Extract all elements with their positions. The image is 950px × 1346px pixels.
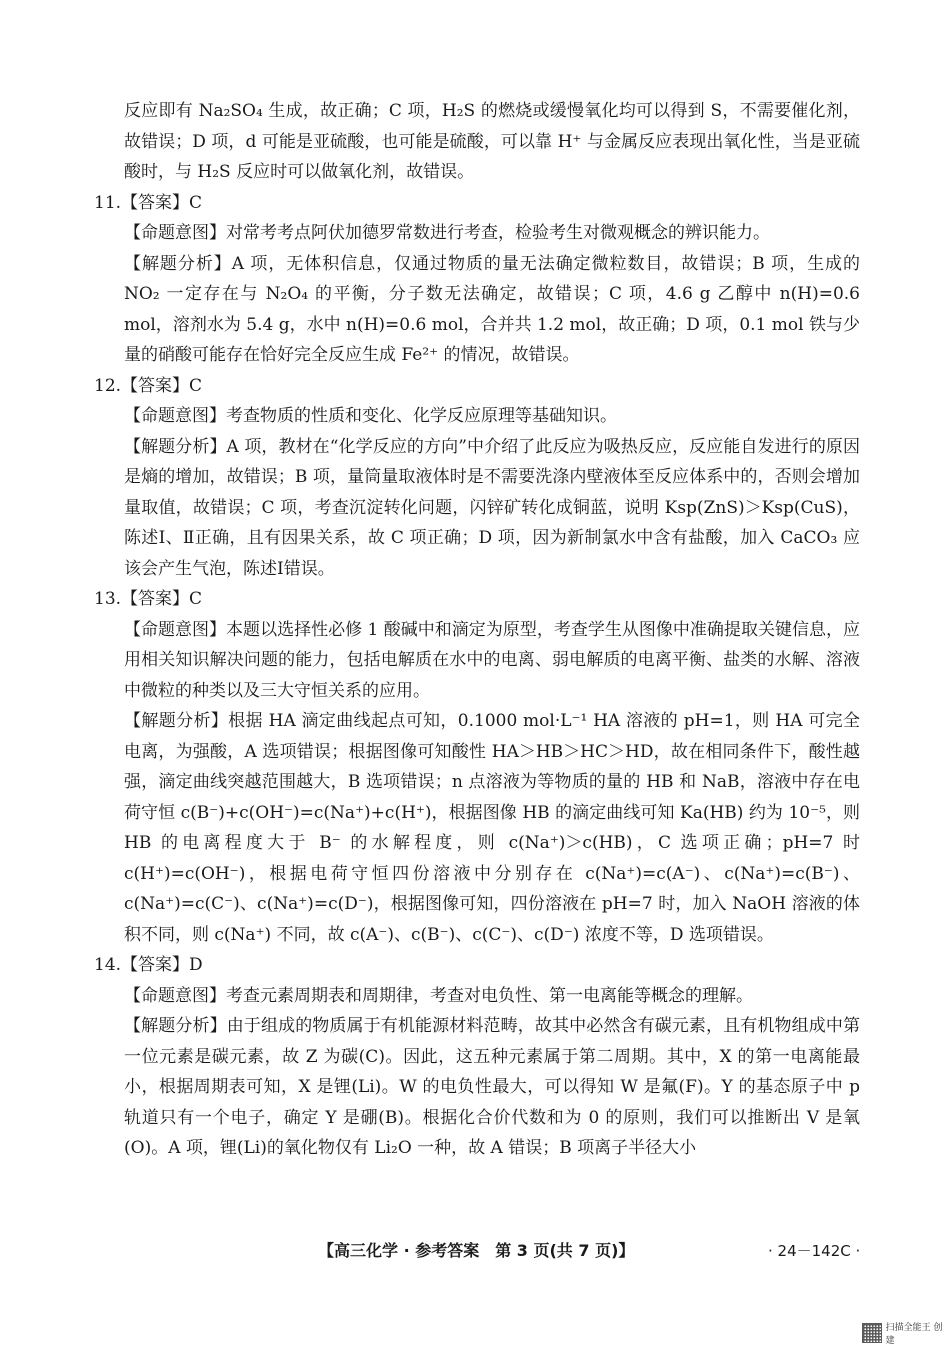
answer-line: 12.【答案】C bbox=[94, 375, 203, 396]
paragraph: 【命题意图】本题以选择性必修 1 酸碱中和滴定为原型，考查学生从图像中准确提取关键信息，应用相关知识解决问题的能力，包括电解质在水中的电离、弱电解质的电离平衡、盐类的水解、溶液中微粒的种类以及三大守恒关系的应用。 bbox=[124, 619, 860, 701]
answer-line: 14.【答案】D bbox=[94, 955, 203, 975]
paragraph: 【解题分析】A 项，无体积信息，仅通过物质的量无法确定微粒数目，故错误；B 项，生成的 NO₂ 一定存在与 N₂O₄ 的平衡，分子数无法确定，故错误；C 项，4.6 g 乙醇中 n(H)=0.6 mol，溶剂水为 5.4 g，水中 n(H)=0.6 mol，合并共 1.2 mol，故正确；D 项，0.1 mol 铁与少量的硝酸可能存在恰好完全反应生成 Fe²⁺ 的情况，故错误。 bbox=[124, 253, 860, 365]
answer-line: 13.【答案】C bbox=[94, 589, 203, 609]
paragraph: 反应即有 Na₂SO₄ 生成，故正确；C 项，H₂S 的燃烧或缓慢氧化均可以得到 S，不需要催化剂，故错误；D 项，d 可能是亚硫酸，也可能是硫酸，可以靠 H⁺ 与金属反应表现出氧化性，当是亚硫酸时，与 H₂S 反应时可以做氧化剂，故错误。 bbox=[124, 101, 860, 182]
paragraph: 【解题分析】由于组成的物质属于有机能源材料范畴，故其中必然含有碳元素，且有机物组成中第一位元素是碳元素，故 Z 为碳(C)。因此，这五种元素属于第二周期。其中，X 的第一电离能最小，根据周期表可知，X 是锂(Li)。W 的电负性最大，可以得知 W 是氟(F)。Y 的基态原子中 p 轨道只有一个电子，确定 Y 是硼(B)。根据化合价代数和为 0 的原则，我们可以推断出 V 是氧(O)。A 项，锂(Li)的氧化物仅有 Li₂O 一种，故 A 错误；B 项离子半径大小 bbox=[124, 1016, 860, 1158]
paragraph: 【命题意图】考查元素周期表和周期律，考查对电负性、第一电离能等概念的理解。 bbox=[124, 985, 753, 1006]
document-body bbox=[94, 96, 860, 1164]
footer-title: 【高三化学 · 参考答案 第 3 页(共 7 页)】 bbox=[318, 1241, 635, 1260]
footer-code: · 24－142C · bbox=[768, 1242, 861, 1260]
page-footer bbox=[0, 1238, 950, 1268]
paragraph: 【解题分析】A 项，教材在“化学反应的方向”中介绍了此反应为吸热反应，反应能自发进行的原因是熵的增加，故错误；B 项，量筒量取液体时是不需要洗涤内壁液体至反应体系中的，否则会增加量取值，故错误；C 项，考查沉淀转化问题，闪锌矿转化成铜蓝，说明 Ksp(ZnS)＞Ksp(CuS)，陈述Ⅰ、Ⅱ正确，且有因果关系，故 C 项正确；D 项，因为新制氯水中含有盐酸，加入 CaCO₃ 应该会产生气泡，陈述Ⅰ错误。 bbox=[124, 436, 860, 579]
qr-code-icon bbox=[862, 1323, 882, 1343]
paragraph: 【解题分析】根据 HA 滴定曲线起点可知，0.1000 mol·L⁻¹ HA 溶液的 pH=1，则 HA 可完全电离，为强酸，A 选项错误；根据图像可知酸性 HA＞HB＞HC＞HD，故在相同条件下，酸性越强，滴定曲线突越范围越大，B 选项错误；n 点溶液为等物质的量的 HB 和 NaB，溶液中存在电荷守恒 c(B⁻)+c(OH⁻)=c(Na⁺)+c(H⁺)，根据图像 HB 的滴定曲线可知 Ka(HB) 约为 10⁻⁵，则 HB 的电离程度大于 B⁻ 的水解程度，则 c(Na⁺)＞c(HB)，C 选项正确；pH=7 时 c(H⁺)=c(OH⁻)，根据电荷守恒四份溶液中分别存在 c(Na⁺)=c(A⁻)、c(Na⁺)=c(B⁻)、c(Na⁺)=c(C⁻)、c(Na⁺)=c(D⁻)，根据图像可知，四份溶液在 pH=7 时，加入 NaOH 溶液的体积不同，则 c(Na⁺) 不同，故 c(A⁻)、c(B⁻)、c(C⁻)、c(D⁻) 浓度不等，D 选项错误。 bbox=[124, 711, 860, 945]
scanner-stamp bbox=[862, 1320, 950, 1346]
paragraph: 【命题意图】对常考考点阿伏加德罗常数进行考查，检验考生对微观概念的辨识能力。 bbox=[124, 223, 770, 243]
answer-line: 11.【答案】C bbox=[94, 192, 203, 213]
stamp-text: 扫描全能王 创建 bbox=[885, 1323, 943, 1346]
paragraph: 【命题意图】考查物质的性质和变化、化学反应原理等基础知识。 bbox=[124, 406, 617, 426]
